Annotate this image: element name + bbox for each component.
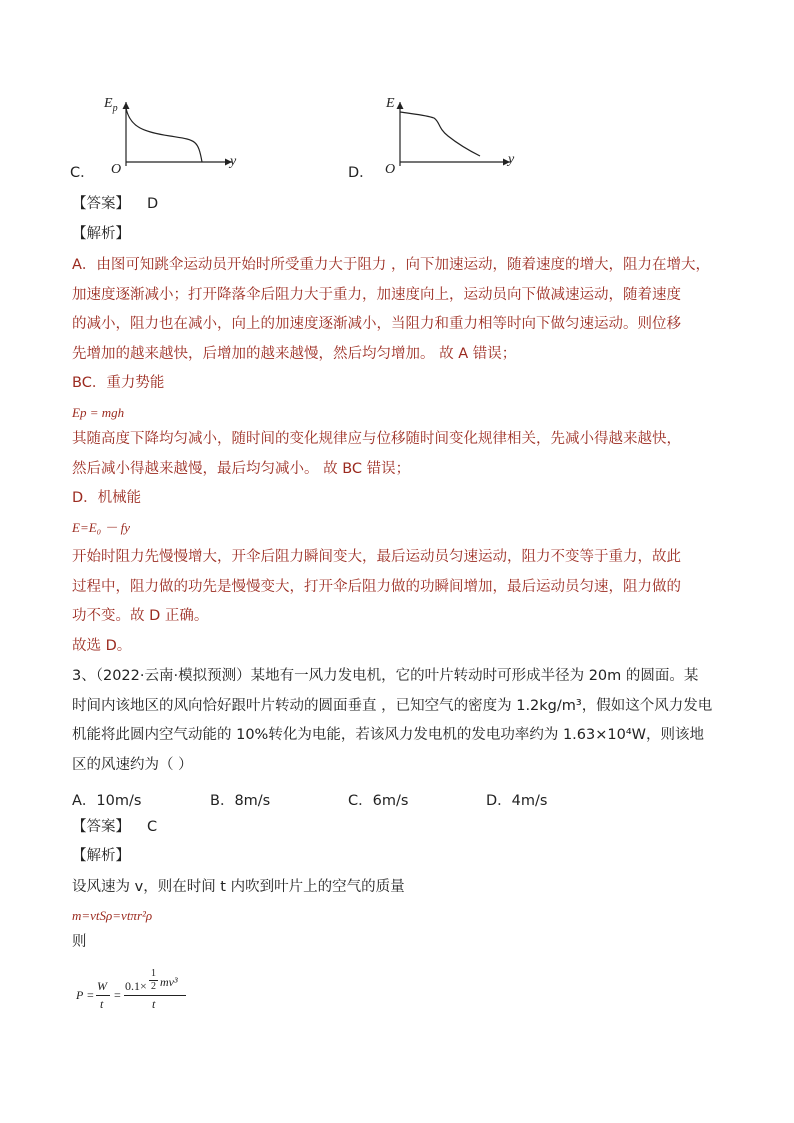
q2-d-line-2: 过程中，阻力做的功先是慢慢变大，打开伞后阻力做的功瞬间增加，最后运动员匀速，阻力做的	[72, 579, 681, 595]
q3-then: 则	[72, 934, 87, 950]
formula-eq-2: =	[114, 988, 121, 1002]
q3-answer-tag: 【答案】	[72, 819, 130, 835]
formula-t-2: t	[152, 997, 156, 1011]
q2-analysis-tag: 【解析】	[72, 226, 130, 242]
formula-mv: mv³	[160, 975, 178, 989]
formula-eq-1: =	[87, 988, 94, 1002]
q3-answer-value: C	[147, 819, 158, 835]
formula-half-den: 2	[151, 981, 156, 992]
q2-d-line-3: 功不变。故 D 正确。	[72, 608, 209, 624]
q3-power-formula	[72, 966, 212, 1026]
q2-conclusion: 故选 D。	[72, 638, 132, 654]
formula-coef: 0.1×	[125, 979, 147, 993]
graph-c-potential-energy	[70, 96, 250, 186]
formula-half-num: 1	[151, 968, 156, 979]
q2-a-line-2: 加速度逐渐减小；打开降落伞后阻力大于重力，加速度向上，运动员向下做减速运动，随着速度	[72, 287, 681, 303]
q3-stem-line-2: 时间内该地区的风向恰好跟叶片转动的圆面垂直 ，已知空气的密度为 1.2kg/m³，假如这个风力发电	[72, 698, 713, 714]
q2-d-head: D．机械能	[72, 490, 142, 506]
option-c-label: C．	[70, 165, 95, 181]
q2-a-line-4: 先增加的越来越快，后增加的越来越慢，然后均匀增加。 故 A 错误；	[72, 346, 517, 362]
figure-d	[348, 96, 528, 186]
formula-p: P	[76, 988, 84, 1002]
graph-d-curve	[400, 112, 480, 156]
q3-option-b: B．8m/s	[210, 793, 271, 809]
q2-bc-formula: Ep = mgh	[72, 405, 125, 420]
graph-d-mechanical-energy	[348, 96, 528, 186]
q2-answer-value: D	[147, 196, 159, 212]
formula-t-1: t	[100, 997, 104, 1011]
q2-a-line-3: 的减小，阻力也在减小，向上的加速度逐渐减小，当阻力和重力相等时向下做匀速运动。则位移	[72, 316, 681, 332]
graph-d-y-label: E	[386, 96, 395, 111]
graph-c-curve	[126, 108, 202, 162]
q3-stem-line-3: 机能将此圆内空气动能的 10%转化为电能，若该风力发电机的发电功率约为 1.63×10⁴W，则该地	[72, 727, 704, 743]
graph-d-origin-label: O	[385, 162, 396, 177]
q2-d-formula: E=E₀ － fy	[72, 520, 131, 535]
q2-bc-line-2: 然后减小得越来越慢，最后均匀减小。 故 BC 错误；	[72, 461, 411, 477]
graph-c-origin-label: O	[111, 162, 122, 177]
formula-bar-2	[124, 995, 186, 996]
q2-answer-tag: 【答案】	[72, 196, 130, 212]
graph-d-x-label: y	[508, 152, 515, 167]
q3-setup: 设风速为 v，则在时间 t 内吹到叶片上的空气的质量	[72, 879, 405, 895]
graph-c-x-label: y	[230, 154, 237, 169]
q2-d-line-1: 开始时阻力先慢慢增大，开伞后阻力瞬间变大，最后运动员匀速运动，阻力不变等于重力，故此	[72, 549, 681, 565]
figure-c	[70, 96, 250, 186]
formula-bar-1	[96, 995, 110, 996]
q2-bc-line-1: 其随高度下降均匀减小，随时间的变化规律应与位移随时间变化规律相关，先减小得越来越快，	[72, 431, 681, 447]
q3-option-d: D．4m/s	[486, 793, 548, 809]
q3-analysis-tag: 【解析】	[72, 848, 130, 864]
q2-bc-head: BC．重力势能	[72, 375, 165, 391]
q3-option-a: A．10m/s	[72, 793, 142, 809]
q3-stem-line-1: 3、（2022·云南·模拟预测）某地有一风力发电机，它的叶片转动时可形成半径为 20m 的圆面。某	[72, 668, 699, 684]
q3-mass-formula: m=vtSρ=vtπr²ρ	[72, 908, 153, 923]
graph-c-y-label: $E_p$	[104, 96, 118, 114]
formula-w: W	[97, 979, 107, 993]
q3-option-c: C．6m/s	[348, 793, 409, 809]
option-d-label: D．	[348, 165, 374, 181]
q2-a-line-1: A．由图可知跳伞运动员开始时所受重力大于阻力 ，向下加速运动，随着速度的增大，阻力在增大，	[72, 257, 711, 273]
q3-stem-line-4: 区的风速约为（ ）	[72, 757, 193, 773]
